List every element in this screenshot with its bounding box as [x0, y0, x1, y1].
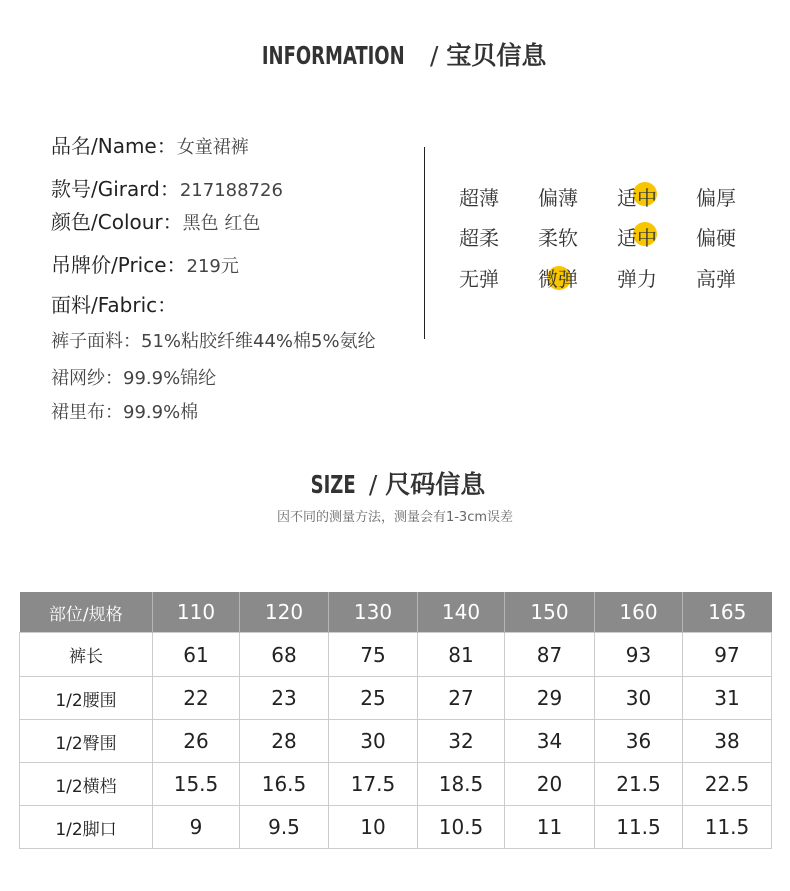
product-fabric-key: 面料/Fabric： [51, 293, 178, 317]
information-separator: / [430, 41, 439, 70]
table-cell: 30 [595, 677, 683, 720]
product-code-key: 款号/Girard： [51, 177, 180, 201]
table-cell: 68 [240, 633, 329, 677]
product-price-value: 219元 [186, 256, 239, 277]
table-cell: 27 [418, 677, 505, 720]
table-cell: 87 [505, 633, 595, 677]
size-title-cn: 尺码信息 [385, 470, 486, 499]
table-row [20, 720, 772, 763]
product-code-value: 217188726 [179, 180, 283, 201]
table-cell: 25 [329, 677, 418, 720]
scale-option: 偏硬 [696, 226, 736, 250]
product-color-line [51, 206, 260, 235]
product-fabric-line [51, 289, 177, 318]
scale-option-selected: 适中 [617, 182, 677, 211]
table-cell: 21.5 [595, 763, 683, 806]
table-header-cell: 部位/规格 [20, 592, 153, 633]
table-cell: 93 [595, 633, 683, 677]
product-color-value: 黑色 红色 [182, 213, 261, 234]
fabric-line-lining: 裙里布：99.9%棉 [51, 402, 199, 423]
table-cell: 17.5 [329, 763, 418, 806]
size-separator: / [368, 470, 378, 499]
scale-option-selected: 微弹 [538, 267, 578, 291]
table-header-cell: 120 [240, 592, 329, 633]
table-cell: 11 [505, 806, 595, 849]
table-cell: 15.5 [153, 763, 240, 806]
table-header-cell: 165 [683, 592, 772, 633]
table-row [20, 763, 772, 806]
table-header-cell: 130 [329, 592, 418, 633]
product-name-key: 品名/Name： [51, 134, 177, 158]
size-title-en: SIZE [310, 470, 356, 499]
table-cell: 22 [153, 677, 240, 720]
table-header-row [20, 592, 772, 633]
product-name-line [51, 130, 249, 159]
scale-option: 柔软 [538, 226, 578, 250]
row-label: 1/2横档 [20, 763, 153, 806]
information-title-cn: 宝贝信息 [446, 41, 547, 70]
table-cell: 23 [240, 677, 329, 720]
table-header-cell: 150 [505, 592, 595, 633]
size-heading [0, 465, 790, 501]
row-label: 裤长 [20, 633, 153, 677]
table-cell: 16.5 [240, 763, 329, 806]
information-heading [0, 36, 790, 72]
table-cell: 97 [683, 633, 772, 677]
table-row [20, 806, 772, 849]
table-header-cell: 110 [153, 592, 240, 633]
table-cell: 29 [505, 677, 595, 720]
table-cell: 9 [153, 806, 240, 849]
product-price-line [51, 249, 239, 278]
row-label: 1/2脚口 [20, 806, 153, 849]
table-row [20, 633, 772, 677]
table-cell: 34 [505, 720, 595, 763]
size-table [19, 592, 772, 849]
product-code-line [51, 173, 283, 202]
scale-option: 超柔 [459, 226, 499, 250]
table-cell: 30 [329, 720, 418, 763]
table-cell: 38 [683, 720, 772, 763]
scale-option: 偏薄 [538, 186, 578, 210]
row-label: 1/2臀围 [20, 720, 153, 763]
table-cell: 10 [329, 806, 418, 849]
product-color-key: 颜色/Colour： [51, 210, 183, 234]
scale-option-selected: 适中 [617, 222, 677, 251]
table-cell: 20 [505, 763, 595, 806]
scale-option: 偏厚 [696, 186, 736, 210]
table-cell: 75 [329, 633, 418, 677]
divider-line [424, 147, 425, 339]
table-cell: 36 [595, 720, 683, 763]
measurement-note: 因不同的测量方法，测量会有1-3cm误差 [276, 510, 514, 525]
table-cell: 81 [418, 633, 505, 677]
table-cell: 10.5 [418, 806, 505, 849]
fabric-line-pants: 裤子面料：51%粘胶纤维44%棉5%氨纶 [51, 331, 376, 352]
table-header-cell: 160 [595, 592, 683, 633]
product-price-key: 吊牌价/Price： [51, 253, 187, 277]
table-row [20, 677, 772, 720]
scale-option: 无弹 [459, 267, 499, 291]
scale-option: 超薄 [459, 186, 499, 210]
scale-option: 弹力 [617, 267, 657, 291]
table-cell: 9.5 [240, 806, 329, 849]
product-name-value: 女童裙裤 [176, 137, 249, 158]
table-cell: 11.5 [683, 806, 772, 849]
table-cell: 18.5 [418, 763, 505, 806]
table-cell: 61 [153, 633, 240, 677]
table-cell: 28 [240, 720, 329, 763]
scale-option: 高弹 [696, 267, 736, 291]
table-cell: 32 [418, 720, 505, 763]
table-cell: 22.5 [683, 763, 772, 806]
table-header-cell: 140 [418, 592, 505, 633]
table-cell: 31 [683, 677, 772, 720]
table-cell: 11.5 [595, 806, 683, 849]
fabric-line-mesh: 裙网纱：99.9%锦纶 [51, 368, 217, 389]
row-label: 1/2腰围 [20, 677, 153, 720]
information-title-en: INFORMATION [261, 41, 405, 70]
table-cell: 26 [153, 720, 240, 763]
